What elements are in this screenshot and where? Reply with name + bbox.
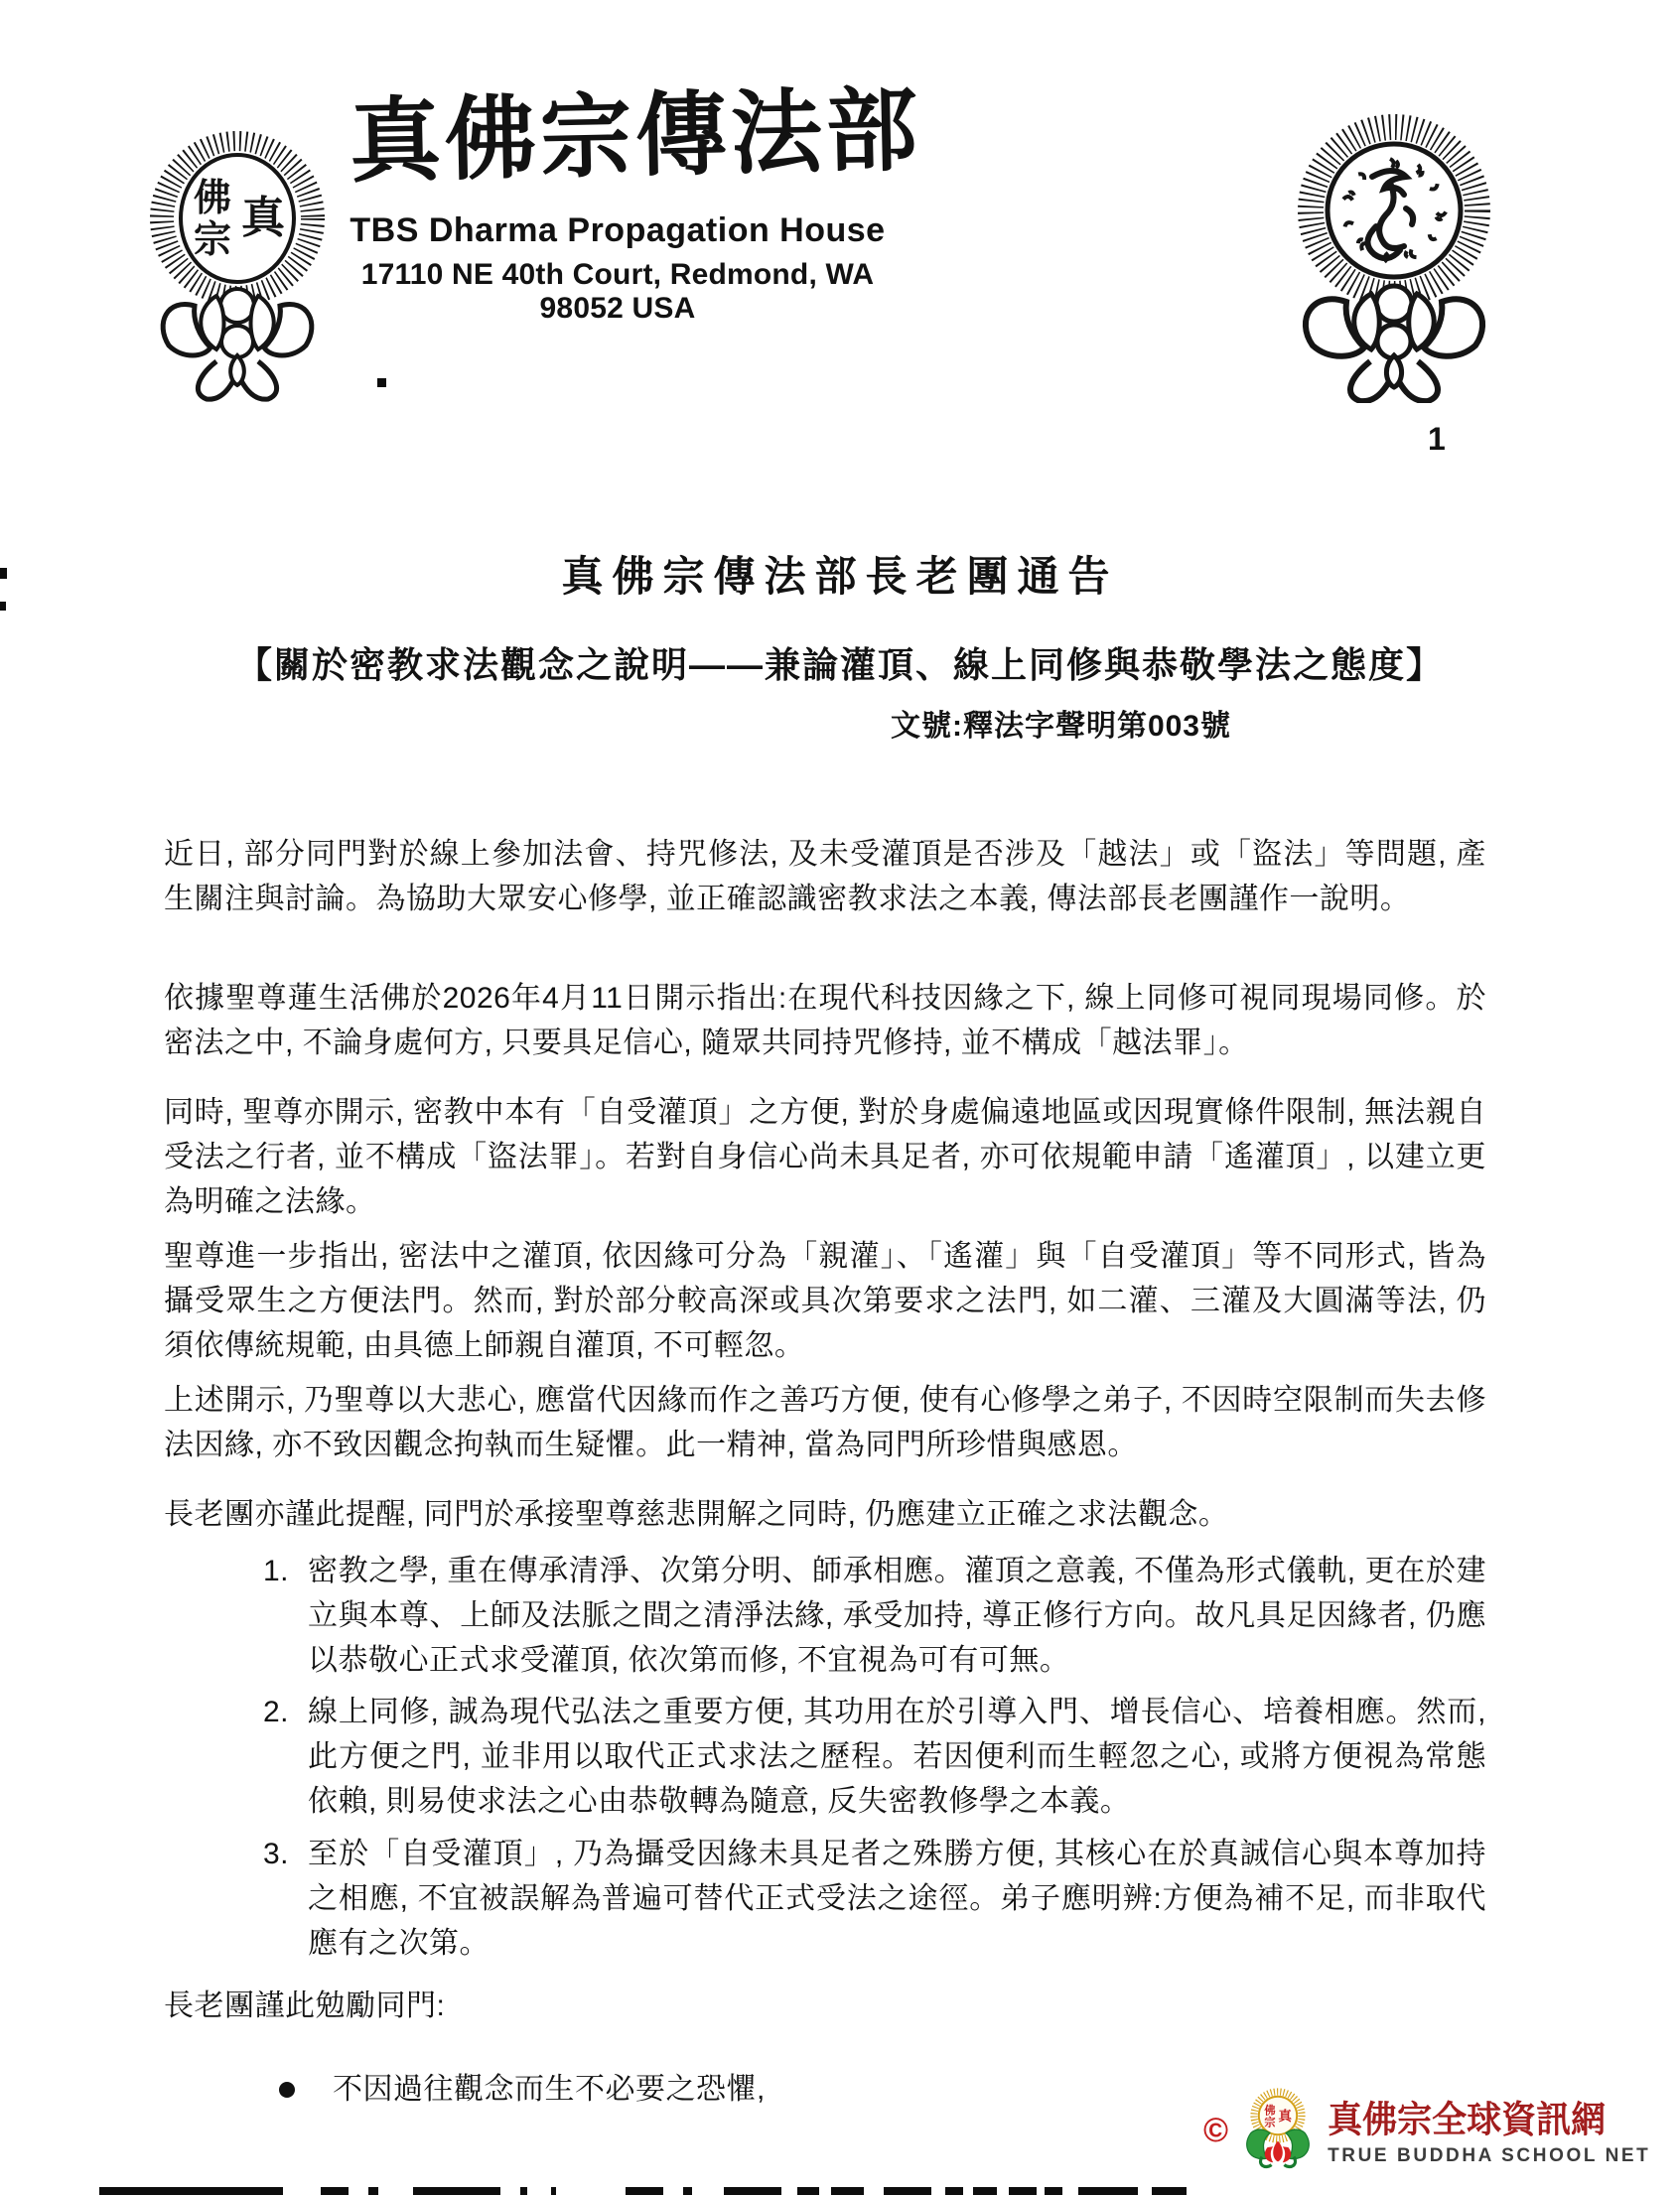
copyright-symbol: © (1203, 2111, 1229, 2149)
document-subtitle: 【關於密教求法觀念之說明——兼論灌頂、線上同修與恭敬學法之態度】 (235, 644, 1444, 685)
numbered-item (164, 1832, 1486, 1966)
site-name-zh: 真佛宗全球資訊網 (1328, 2100, 1607, 2141)
bullet-text: 不因過往觀念而生不必要之恐懼, (333, 2073, 766, 2106)
tbs-seal-logo-icon (147, 111, 328, 409)
item-number: 3. (263, 1838, 290, 1870)
item-text: 線上同修, 誠為現代弘法之重要方便, 其功用在於引導入門、增長信心、培養相應。然而, 此方便之門, 並非用以取代正式求法之歷程。若因便利而生輕忽之心, 或將方便視為常態依賴, 則易使求法之心由恭敬轉為隨意, 反失密教修學之本義。 (308, 1696, 1486, 1818)
numbered-item (164, 1690, 1486, 1824)
letterhead (348, 71, 923, 326)
org-address: 17110 NE 40th Court, Redmond, WA 98052 USA (360, 258, 875, 326)
bullet-dot-icon (279, 2082, 295, 2098)
closing-line: 長老團謹此勉勵同門: (164, 1990, 446, 2022)
footer (1203, 2083, 1670, 2177)
scan-artifact (0, 602, 6, 611)
scan-artifact (377, 378, 386, 387)
paragraph: 長老團亦謹此提醒, 同門於承接聖尊慈悲開解之同時, 仍應建立正確之求法觀念。 (164, 1498, 1229, 1531)
page-number: 1 (1428, 421, 1446, 457)
document-title: 真佛宗傳法部長老團通告 (561, 553, 1119, 600)
item-number: 2. (263, 1696, 290, 1728)
item-number: 1. (263, 1555, 290, 1587)
calligraphy-title: 真佛宗傳法部 (348, 79, 923, 194)
paragraph: 依據聖尊蓮生活佛於2026年4月11日開示指出:在現代科技因緣之下, 線上同修可視同現場同修。於密法之中, 不論身處何方, 只要具足信心, 隨眾共同持咒修持, 並不構成「越法罪」。 (164, 982, 1486, 1059)
paragraph: 同時, 聖尊亦開示, 密教中本有「自受灌頂」之方便, 對於身處偏遠地區或因現實條件限制, 無法親自受法之行者, 並不構成「盜法罪」。若對自身信心尚未具足者, 亦可依規範申請「遙灌頂」, 以建立更為明確之法緣。 (164, 1096, 1486, 1218)
paragraph: 近日, 部分同門對於線上參加法會、持咒修法, 及未受灌頂是否涉及「越法」或「盜法」等問題, 產生關注與討論。為協助大眾安心修學, 並正確認識密教求法之本義, 傳法部長老團謹作一說明。 (164, 838, 1486, 915)
true-buddha-school-net-logo-icon (1238, 2084, 1318, 2176)
svg-text:佛: 佛 (1264, 2105, 1276, 2118)
scan-artifact-cutoff-line (0, 2185, 1680, 2196)
numbered-item (164, 1549, 1486, 1683)
paragraph: 聖尊進一步指出, 密法中之灌頂, 依因緣可分為「親灌」、「遙灌」與「自受灌頂」等不同形式, 皆為攝受眾生之方便法門。然而, 對於部分較高深或具次第要求之法門, 如二灌、三灌及大圓滿等法, 仍須依傳統規範, 由具德上師親自灌頂, 不可輕忽。 (164, 1240, 1486, 1362)
svg-text:真: 真 (241, 194, 285, 242)
document-reference-number: 文號:釋法字聲明第003號 (890, 710, 1231, 743)
lotus-mantra-seal-icon (1273, 99, 1515, 403)
svg-text:佛: 佛 (193, 178, 232, 219)
item-text: 密教之學, 重在傳承清淨、次第分明、師承相應。灌頂之意義, 不僅為形式儀軌, 更在於建立與本尊、上師及法脈之間之清淨法緣, 承受加持, 導正修行方向。故凡具足因緣者, 仍應以恭敬心正式求受灌頂, 依次第而修, 不宜視為可有可無。 (308, 1555, 1486, 1677)
svg-text:真: 真 (1278, 2108, 1293, 2124)
item-text: 至於「自受灌頂」, 乃為攝受因緣未具足者之殊勝方便, 其核心在於真誠信心與本尊加持之相應, 不宜被誤解為普遍可替代正式受法之途徑。弟子應明辨:方便為補不足, 而非取代應有之次第。 (308, 1838, 1486, 1960)
site-name-en: TRUE BUDDHA SCHOOL NET (1328, 2145, 1651, 2166)
svg-text:宗: 宗 (193, 219, 232, 261)
org-name: TBS Dharma Propagation House (350, 211, 886, 250)
scan-artifact (0, 568, 7, 579)
paragraph: 上述開示, 乃聖尊以大悲心, 應當代因緣而作之善巧方便, 使有心修學之弟子, 不因時空限制而失去修法因緣, 亦不致因觀念拘執而生疑懼。此一精神, 當為同門所珍惜與感恩。 (164, 1384, 1486, 1461)
svg-text:宗: 宗 (1264, 2117, 1276, 2129)
